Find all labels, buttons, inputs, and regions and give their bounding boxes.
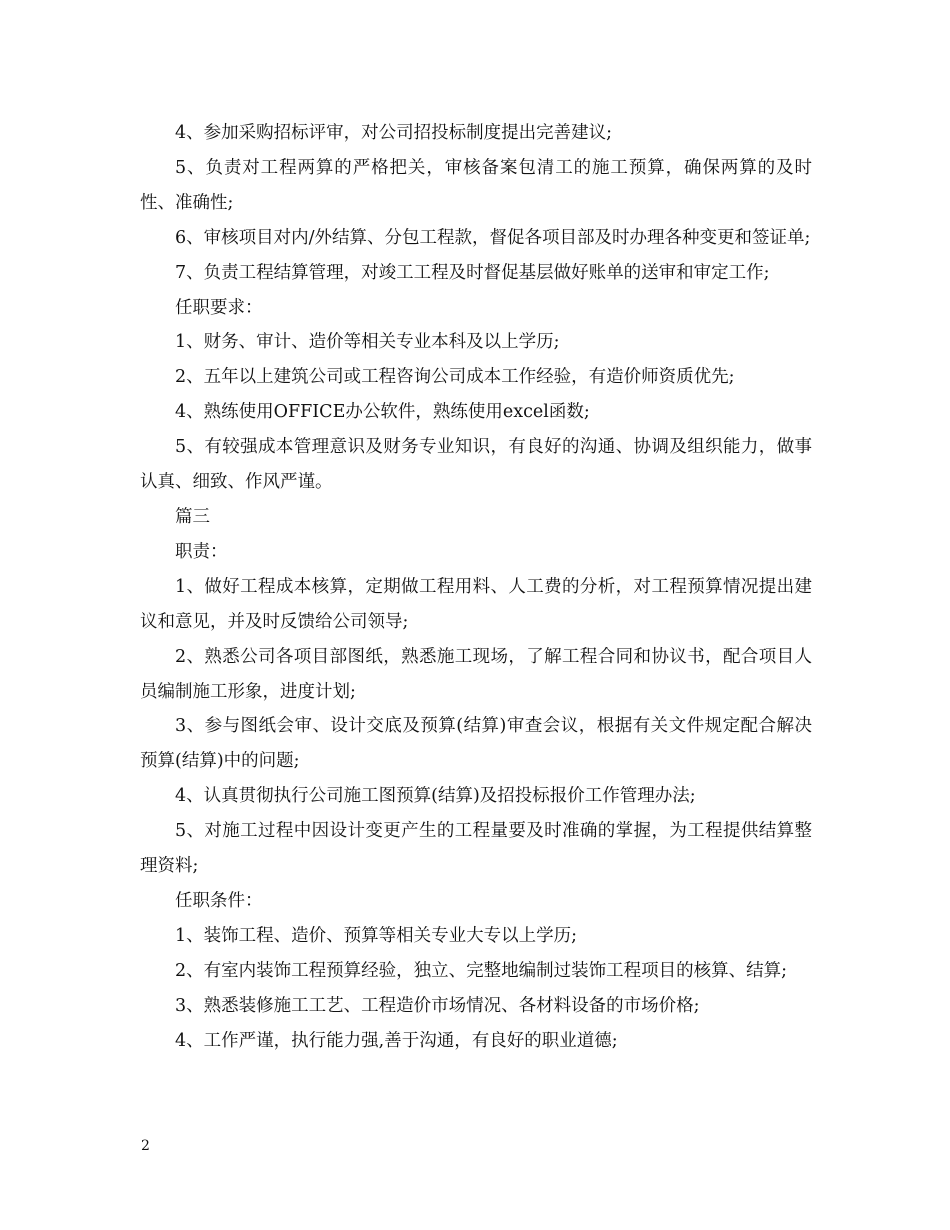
section-heading: 任职条件： — [175, 890, 263, 911]
section-heading: 任职要求： — [175, 297, 263, 318]
paragraph: 1、财务、审计、造价等相关专业本科及以上学历; — [175, 332, 560, 353]
section-heading: 篇三 — [175, 506, 210, 527]
page-number: 2 — [141, 1138, 150, 1154]
paragraph: 5、负责对工程两算的严格把关，审核备案包清工的施工预算，确保两算的及时性、准确性; — [140, 157, 812, 213]
paragraph: 6、审核项目对内/外结算、分包工程款，督促各项目部及时办理各种变更和签证单; — [175, 227, 811, 248]
paragraph: 2、五年以上建筑公司或工程咨询公司成本工作经验，有造价师资质优先; — [175, 367, 735, 388]
paragraph: 7、负责工程结算管理，对竣工工程及时督促基层做好账单的送审和审定工作; — [175, 262, 770, 283]
paragraph: 5、对施工过程中因设计变更产生的工程量要及时准确的掌握，为工程提供结算整理资料; — [140, 821, 812, 877]
paragraph: 2、熟悉公司各项目部图纸，熟悉施工现场，了解工程合同和协议书，配合项目人员编制施工形象，进度计划; — [140, 646, 812, 702]
document-body — [140, 116, 812, 1058]
paragraph: 5、有较强成本管理意识及财务专业知识，有良好的沟通、协调及组织能力，做事认真、细致、作风严谨。 — [140, 437, 812, 493]
paragraph: 4、工作严谨，执行能力强,善于沟通，有良好的职业道德; — [175, 1030, 618, 1051]
paragraph: 4、认真贯彻执行公司施工图预算(结算)及招投标报价工作管理办法; — [175, 786, 696, 807]
paragraph: 1、装饰工程、造价、预算等相关专业大专以上学历; — [175, 925, 578, 946]
paragraph: 4、熟练使用OFFICE办公软件，熟练使用excel函数; — [175, 402, 590, 423]
paragraph: 3、熟悉装修施工工艺、工程造价市场情况、各材料设备的市场价格; — [175, 995, 700, 1016]
paragraph: 3、参与图纸会审、设计交底及预算(结算)审查会议，根据有关文件规定配合解决预算(结算)中的问题; — [140, 716, 812, 772]
paragraph: 4、参加采购招标评审，对公司招投标制度提出完善建议; — [175, 123, 613, 143]
paragraph: 1、做好工程成本核算，定期做工程用料、人工费的分析，对工程预算情况提出建议和意见，并及时反馈给公司领导; — [140, 576, 812, 632]
paragraph: 2、有室内装饰工程预算经验，独立、完整地编制过装饰工程项目的核算、结算; — [175, 960, 788, 981]
section-heading: 职责： — [175, 541, 228, 562]
